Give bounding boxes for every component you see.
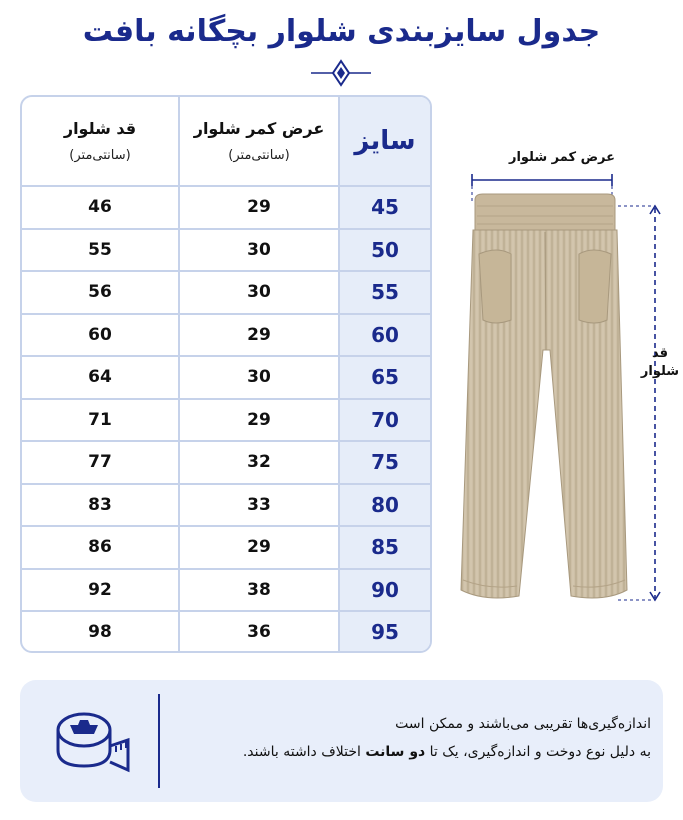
cell-length: 92 — [22, 570, 180, 611]
length-measure-label-line2: شلوار — [640, 364, 680, 379]
header-waist-unit: (سانتی‌متر) — [228, 148, 290, 163]
note-text — [181, 710, 651, 766]
cell-waist: 30 — [180, 357, 340, 398]
cell-waist: 29 — [180, 187, 340, 228]
pants-illustration — [455, 150, 675, 620]
cell-length: 64 — [22, 357, 180, 398]
cell-size: 95 — [340, 612, 430, 653]
cell-size: 85 — [340, 527, 430, 568]
measuring-tape-icon — [50, 700, 132, 782]
cell-waist: 32 — [180, 442, 340, 483]
cell-size: 75 — [340, 442, 430, 483]
header-waist — [180, 97, 340, 185]
table-row — [22, 525, 430, 568]
cell-size: 70 — [340, 400, 430, 441]
cell-size: 90 — [340, 570, 430, 611]
table-header — [22, 97, 430, 185]
cell-waist: 29 — [180, 400, 340, 441]
cell-length: 98 — [22, 612, 180, 653]
cell-length: 71 — [22, 400, 180, 441]
table-row — [22, 185, 430, 228]
table-row — [22, 610, 430, 653]
note-box — [20, 680, 663, 802]
table-row — [22, 483, 430, 526]
note-divider — [158, 694, 160, 788]
table-row — [22, 228, 430, 271]
cell-size: 60 — [340, 315, 430, 356]
cell-waist: 38 — [180, 570, 340, 611]
cell-length: 60 — [22, 315, 180, 356]
page-title: جدول سایزبندی شلوار بچگانه بافت — [82, 14, 601, 49]
cell-waist: 30 — [180, 272, 340, 313]
note-line2 — [181, 738, 651, 766]
cell-size: 55 — [340, 272, 430, 313]
cell-length: 86 — [22, 527, 180, 568]
table-row — [22, 355, 430, 398]
note-line2-a: به دلیل نوع دوخت و اندازه‌گیری، یک تا — [425, 744, 651, 760]
size-table — [20, 95, 432, 653]
cell-length: 77 — [22, 442, 180, 483]
cell-waist: 29 — [180, 315, 340, 356]
header-length — [22, 97, 180, 185]
table-body — [22, 185, 430, 653]
cell-length: 46 — [22, 187, 180, 228]
table-row — [22, 313, 430, 356]
cell-length: 56 — [22, 272, 180, 313]
cell-length: 55 — [22, 230, 180, 271]
cell-waist: 33 — [180, 485, 340, 526]
note-line2-bold: دو سانت — [365, 744, 426, 760]
note-line2-c: اختلاف داشته باشند. — [242, 744, 366, 760]
diamond-ornament-icon — [311, 58, 371, 88]
cell-size: 45 — [340, 187, 430, 228]
cell-size: 80 — [340, 485, 430, 526]
header-size-label: سایز — [354, 126, 416, 156]
cell-length: 83 — [22, 485, 180, 526]
cell-waist: 30 — [180, 230, 340, 271]
table-row — [22, 398, 430, 441]
header-length-unit: (سانتی‌متر) — [69, 148, 131, 163]
header-length-label: قد شلوار — [63, 119, 137, 138]
table-row — [22, 440, 430, 483]
waist-measure-label: عرض کمر شلوار — [508, 150, 616, 165]
cell-size: 50 — [340, 230, 430, 271]
table-row — [22, 270, 430, 313]
table-row — [22, 568, 430, 611]
note-line1: اندازه‌گیری‌ها تقریبی می‌باشند و ممکن است — [395, 716, 651, 732]
header-waist-label: عرض کمر شلوار — [193, 119, 325, 138]
cell-size: 65 — [340, 357, 430, 398]
cell-waist: 29 — [180, 527, 340, 568]
header-size — [340, 97, 430, 185]
length-measure-label-line1: قد — [651, 346, 669, 361]
cell-waist: 36 — [180, 612, 340, 653]
